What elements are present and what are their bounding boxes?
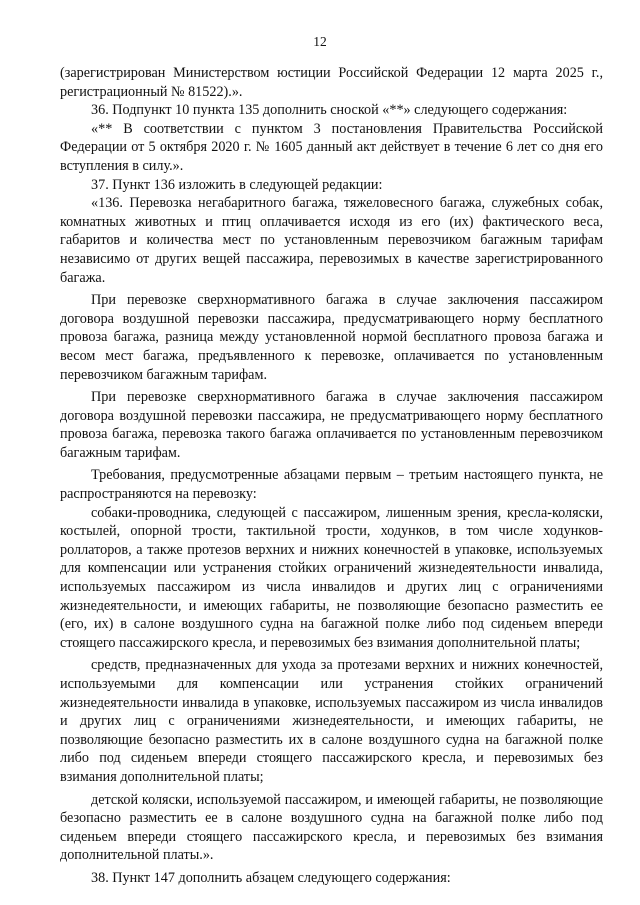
paragraph-item-38: 38. Пункт 147 дополнить абзацем следующего содержания: <box>91 869 451 886</box>
paragraph-clause-136: «136. Перевозка негабаритного багажа, тяжеловесного багажа, служебных собак, комнатных животных и птиц оплачивается исходя из его (их) фактического веса, габаритов и количества мест по установленным перевозчиком багажным тарифам независимо от других вещей пассажира, перевозимых в качестве зарегистрированного багажа. <box>60 195 603 286</box>
paragraph-registration-continuation: (зарегистрирован Министерством юстиции Российской Федерации 12 марта 2025 г., регистрационный № 81522).». <box>60 65 603 100</box>
document-body <box>60 64 603 888</box>
paragraph-item-36: 36. Подпункт 10 пункта 135 дополнить сноской «**» следующего содержания: <box>91 102 568 119</box>
paragraph-excess-baggage-free-norm: При перевозке сверхнормативного багажа в случае заключения пассажиром договора воздушной перевозки пассажира, предусматривающего норму бесплатного провоза багажа, разница между установленной нормой бесплатного провоза багажа и весом мест багажа, предъявленного к перевозке, оплачивается по установленным перевозчиком багажным тарифам. <box>60 292 603 383</box>
list-item-prosthesis-care: средств, предназначенных для ухода за протезами верхних и нижних конечностей, используемыми для компенсации или устранения стойких ограничений жизнедеятельности инвалида в упаковке, используемых пассажиром из числа инвалидов и других лиц с ограничениями жизнедеятельности, и имеющих габариты, не позволяющие безопасно разместить их в салоне воздушного судна на багажной полке либо под сиденьем впереди стоящего пассажирского кресла, и перевозимых без взимания дополнительной платы; <box>60 657 603 785</box>
page-number: 12 <box>313 34 327 49</box>
paragraph-excess-baggage-no-norm: При перевозке сверхнормативного багажа в случае заключения пассажиром договора воздушной перевозки пассажира, не предусматривающего норму бесплатного провоза багажа, перевозка такого багажа оплачивается по установленным перевозчиком багажным тарифам. <box>60 389 603 461</box>
list-item-stroller: детской коляски, используемой пассажиром, и имеющей габариты, не позволяющие безопасно разместить ее в салоне воздушного судна на багажной полке либо под сиденьем впереди стоящего пассажирского кресла, и перевозимых без взимания дополнительной платы.». <box>60 791 603 864</box>
paragraph-item-37: 37. Пункт 136 изложить в следующей редакции: <box>91 176 383 193</box>
paragraph-requirements-exceptions: Требования, предусмотренные абзацами первым – третьим настоящего пункта, не распространяются на перевозку: <box>60 467 603 503</box>
paragraph-footnote-text: «** В соответствии с пунктом 3 постановления Правительства Российской Федерации от 5 октября 2020 г. № 1605 данный акт действует в течение 6 лет со дня его вступления в силу.». <box>60 120 603 174</box>
list-item-guide-dog: собаки-проводника, следующей с пассажиром, лишенным зрения, кресла-коляски, костылей, опорной трости, тактильной трости, ходунков, в том числе ходунков-роллаторов, а также протезов верхних и нижних конечностей в упаковке, используемых для компенсации или устранения стойких ограничений жизнедеятельности инвалида, используемых пассажиром из числа инвалидов и других лиц с ограничениями жизнедеятельности, и имеющих габариты, не позволяющие безопасно разместить ее (его, их) в салоне воздушного судна на багажной полке либо под сиденьем впереди стоящего пассажирского кресла, и перевозимых без взимания дополнительной платы; <box>60 504 603 651</box>
